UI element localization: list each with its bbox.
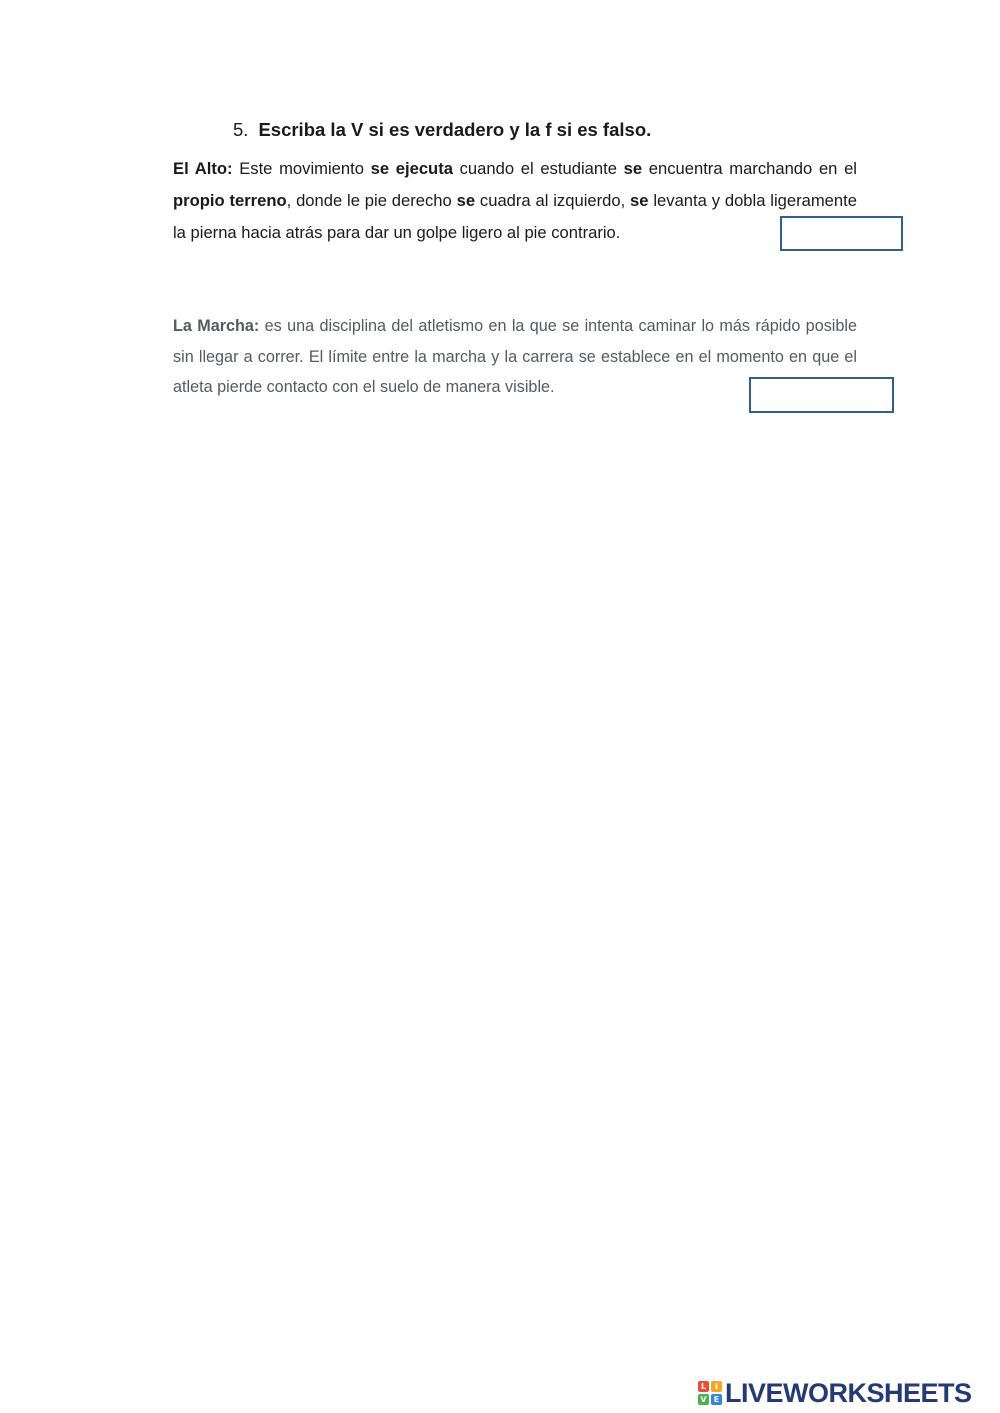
logo-tile: I (711, 1381, 722, 1392)
bold-text: se ejecuta (370, 159, 453, 178)
text: es una disciplina del atletismo en la que se intenta caminar lo más rápido posible sin llegar a correr. El límite entre la marcha y la carrera se establece en el momento en que el atleta pierde contacto con el suelo de manera visible. (173, 317, 857, 396)
text: , donde le pie derecho (286, 191, 457, 210)
answer-box-la-marcha[interactable] (749, 377, 894, 413)
logo-mark-icon (698, 1381, 722, 1405)
answer-box-el-alto[interactable] (780, 216, 903, 251)
text: cuando el estudiante (452, 159, 624, 178)
text: Este movimiento (232, 159, 371, 178)
answer-input-el-alto[interactable] (782, 218, 901, 249)
statement-el-alto (173, 153, 857, 249)
text: encuentra marchando en el (642, 159, 857, 178)
answer-input-la-marcha[interactable] (751, 379, 892, 411)
bold-text: se (630, 191, 649, 210)
question-instruction: Escriba la V si es verdadero y la f si es falso. (258, 119, 652, 140)
text: levanta y dobla ligeramente la pierna hacia atrás para dar un golpe ligero al pie contrario. (173, 191, 857, 242)
text: cuadra al izquierdo, (475, 191, 631, 210)
question-number: 5. (233, 119, 249, 140)
bold-text: se (623, 159, 643, 178)
logo-tile: E (711, 1394, 722, 1405)
liveworksheets-logo (698, 1379, 972, 1407)
logo-tile: V (698, 1394, 709, 1405)
bold-text: El Alto: (173, 159, 233, 178)
question-heading (233, 117, 651, 143)
bold-text: propio terreno (173, 191, 287, 210)
logo-tile: L (698, 1381, 709, 1392)
bold-text: La Marcha: (173, 317, 260, 335)
logo-text: LIVEWORKSHEETS (725, 1377, 972, 1408)
bold-text: se (456, 191, 476, 210)
